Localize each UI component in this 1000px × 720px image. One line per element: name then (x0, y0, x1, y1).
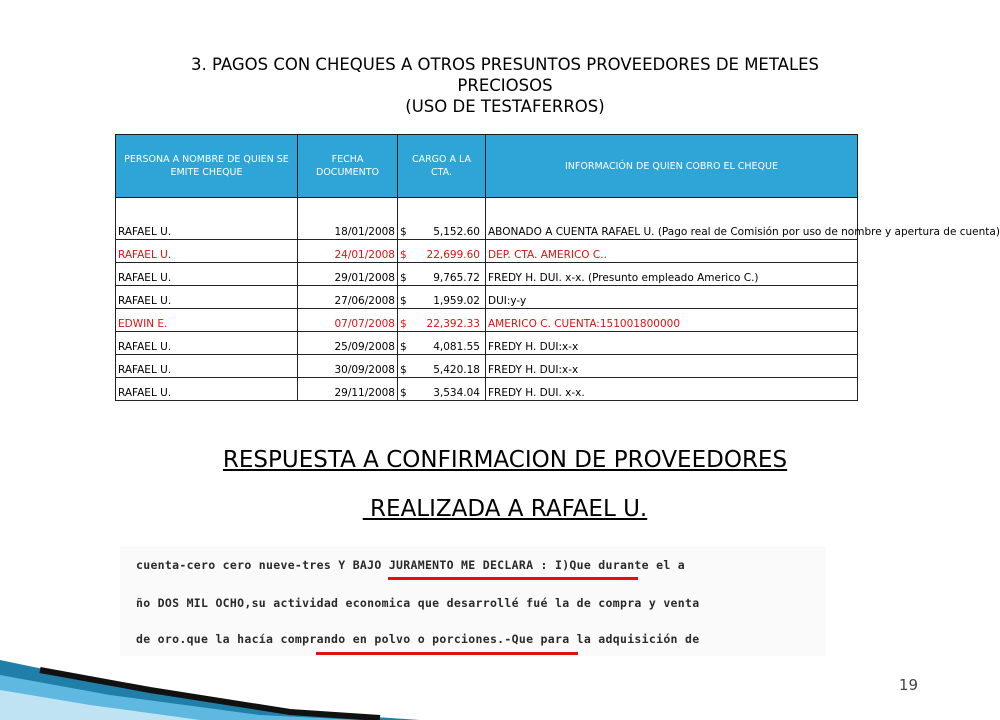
cell-info: AMERICO C. CUENTA:151001800000 (486, 309, 858, 332)
header-fecha: FECHA DOCUMENTO (298, 135, 398, 198)
currency-symbol: $ (400, 387, 407, 399)
amount-value: 3,534.04 (433, 387, 480, 399)
cell-cargo (398, 286, 486, 309)
cell-fecha: 25/09/2008 (298, 332, 398, 355)
table-row (116, 263, 858, 286)
cell-persona: RAFAEL U. (116, 355, 298, 378)
cell-persona: RAFAEL U. (116, 378, 298, 401)
cell-fecha: 29/11/2008 (298, 378, 398, 401)
amount-value: 5,420.18 (433, 364, 480, 376)
cell-info: ABONADO A CUENTA RAFAEL U. (Pago real de Comisión por uso de nombre y apertura de cuenta) (486, 198, 858, 240)
amount-value: 9,765.72 (433, 272, 480, 284)
cell-info: DEP. CTA. AMERICO C.. (486, 240, 858, 263)
table-row (116, 378, 858, 401)
cell-cargo (398, 378, 486, 401)
currency-symbol: $ (400, 318, 407, 330)
title-line-2: PRECIOSOS (457, 76, 553, 95)
table-header-row (116, 135, 858, 198)
cell-cargo (398, 332, 486, 355)
header-persona: PERSONA A NOMBRE DE QUIEN SE EMITE CHEQUE (116, 135, 298, 198)
cell-info: FREDY H. DUI. x-x. (486, 378, 858, 401)
table-row (116, 309, 858, 332)
cell-info: FREDY H. DUI:x-x (486, 355, 858, 378)
header-cargo: CARGO A LA CTA. (398, 135, 486, 198)
amount-value: 22,699.60 (426, 249, 480, 261)
cell-persona: RAFAEL U. (116, 240, 298, 263)
scan-line-1: cuenta-cero cero nueve-tres Y BAJO JURAMENTO ME DECLARA : I)Que durante el a (136, 558, 685, 572)
cell-fecha: 30/09/2008 (298, 355, 398, 378)
table-row (116, 240, 858, 263)
title-line-1: 3. PAGOS CON CHEQUES A OTROS PRESUNTOS PROVEEDORES DE METALES (190, 55, 820, 74)
page-number: 19 (898, 676, 918, 694)
payments-table (115, 134, 1000, 401)
title-line-3: (USO DE TESTAFERROS) (405, 97, 605, 116)
currency-symbol: $ (400, 295, 407, 307)
red-underline-1 (388, 577, 638, 580)
cell-persona: RAFAEL U. (116, 286, 298, 309)
cell-persona: RAFAEL U. (116, 332, 298, 355)
cell-fecha: 24/01/2008 (298, 240, 398, 263)
currency-symbol: $ (400, 272, 407, 284)
table-row (116, 355, 858, 378)
cell-fecha: 07/07/2008 (298, 309, 398, 332)
respuesta-heading-line-2: REALIZADA A RAFAEL U. (362, 496, 648, 522)
currency-symbol: $ (400, 226, 407, 238)
cell-cargo (398, 198, 486, 240)
cell-info: DUI:y-y (486, 286, 858, 309)
cell-persona: RAFAEL U. (116, 198, 298, 240)
cell-fecha: 29/01/2008 (298, 263, 398, 286)
amount-value: 4,081.55 (433, 341, 480, 353)
cell-info: FREDY H. DUI. x-x. (Presunto empleado Americo C.) (486, 263, 858, 286)
cell-persona: RAFAEL U. (116, 263, 298, 286)
table-row (116, 332, 858, 355)
decorative-swoosh (0, 590, 420, 720)
slide-title (100, 54, 910, 117)
cell-info: FREDY H. DUI:x-x (486, 332, 858, 355)
header-informacion: INFORMACIÓN DE QUIEN COBRO EL CHEQUE (486, 135, 858, 198)
cell-cargo (398, 309, 486, 332)
currency-symbol: $ (400, 249, 407, 261)
amount-value: 1,959.02 (433, 295, 480, 307)
amount-value: 5,152.60 (433, 226, 480, 238)
cell-persona: EDWIN E. (116, 309, 298, 332)
scan-line-3: de oro.que la hacía comprando en polvo o porciones.-Que para la adquisición de (136, 632, 700, 646)
amount-value: 22,392.33 (426, 318, 480, 330)
currency-symbol: $ (400, 341, 407, 353)
respuesta-heading-line-1: RESPUESTA A CONFIRMACION DE PROVEEDORES (222, 447, 788, 473)
scan-line-2: ño DOS MIL OCHO,su actividad economica que desarrollé fué la de compra y venta (136, 596, 700, 610)
table-row (116, 286, 858, 309)
cell-cargo (398, 240, 486, 263)
cell-fecha: 18/01/2008 (298, 198, 398, 240)
cell-fecha: 27/06/2008 (298, 286, 398, 309)
table-row (116, 198, 858, 240)
currency-symbol: $ (400, 364, 407, 376)
cell-cargo (398, 263, 486, 286)
cell-cargo (398, 355, 486, 378)
